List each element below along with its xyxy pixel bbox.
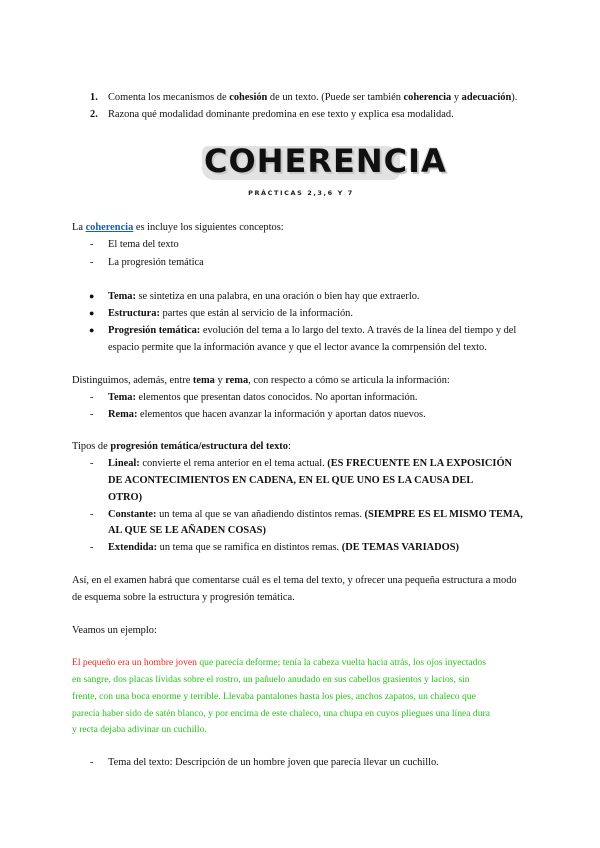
definition-progresion-cont: espacio permite que la información avance y que el lector avance la comrpensión del texto. [108,342,487,353]
concept-item: La progresión temática [108,257,204,268]
exam-note-line-1: Así, en el examen habrá que comentarse cuál es el tema del texto, y ofrecer una pequeña estructura a modo [72,575,517,586]
type-note: DE ACONTECIMIENTOS EN CADENA, EN EL QUE UNO ES LA CAUSA DEL [108,475,474,486]
bullet-icon: ● [89,291,95,301]
tema-term: Tema: [108,392,136,403]
definition-term: Estructura: [108,308,160,319]
types-heading-post: : [287,441,291,452]
question-1-and: y [451,92,462,103]
question-1-bold-coherencia: coherencia [403,92,452,103]
dash-marker: - [90,392,94,403]
example-line-3: frente, con una boca enorme y terrible. Llevaba pantalones hasta los pies, anchos zapatos, un chaleco que [72,691,476,702]
type-note: (ES FRECUENTE EN LA EXPOSICIÓN [327,458,513,469]
definition-text: partes que están al servicio de la información. [159,308,353,319]
exam-note-line-2: de esquema sobre la estructura y progresión temática. [72,592,295,603]
dash-marker: - [90,239,94,250]
question-1-text-mid: de un texto. (Puede ser también [267,92,404,103]
question-1-bold-adecuacion: adecuación [461,92,512,103]
types-heading-pre: Tipos de [72,441,111,452]
dash-marker: - [90,509,94,520]
type-term: Constante: [108,509,157,520]
theme-line: Tema del texto: Descripción de un hombre joven que parecía llevar un cuchillo. [108,757,439,768]
type-note: (DE TEMAS VARIADOS) [341,542,459,553]
example-intro: Veamos un ejemplo: [72,625,157,636]
coherencia-banner [196,140,447,200]
definition-estructura [108,307,353,320]
rema-term: Rema: [108,409,138,420]
type-text: un tema que se ramifica en distintos remas. [157,542,342,553]
definition-tema [108,290,420,303]
tema-item [108,391,418,404]
tema-text: elementos que presentan datos conocidos. No aportan información. [135,392,418,403]
banner-subtitle: PRÁCTICAS 2,3,6 Y 7 [248,189,354,197]
type-term: Extendida: [108,542,158,553]
distinguish-pre: Distinguimos, además, entre [72,375,193,386]
intro-pre: La [72,222,86,233]
bullet-icon: ● [89,325,95,335]
definition-term: Progresión temática: [108,325,201,336]
banner-title: COHERENCIA [204,142,447,180]
example-line-5: y recta dejaba adivinar un cuchillo. [72,724,207,735]
intro-line [72,221,284,234]
type-note: (SIEMPRE ES EL MISMO TEMA, [364,509,523,520]
question-1-number: 1. [90,92,98,103]
distinguish-line [72,374,450,387]
distinguish-tema: tema [192,375,215,386]
type-term: Lineal: [108,458,140,469]
example-predicate: que parecía deforme; tenía la cabeza vuelta hacia atrás, los ojos inyectados [196,657,486,668]
type-note: AL QUE SE LE AÑADEN COSAS) [108,525,266,536]
definition-term: Tema: [108,291,136,302]
example-line-1 [72,656,486,669]
dash-marker: - [90,257,94,268]
definition-text: evolución del tema a lo largo del texto. A través de la línea del tiempo y del [200,325,517,336]
types-heading-bold: progresión temática/estructura del texto [110,441,288,452]
example-line-2: en sangre, dos placas lívidas sobre el rostro, un pañuelo anudado en sus cabellos grasientos y lacios, sin [72,674,470,685]
dash-marker: - [90,542,94,553]
question-2-number: 2. [90,109,98,120]
intro-post: es incluye los siguientes conceptos: [133,222,284,233]
question-1-bold-cohesion: cohesión [229,92,268,103]
dash-marker: - [90,409,94,420]
rema-text: elementos que hacen avanzar la información y aportan datos nuevos. [137,409,426,420]
distinguish-post: , con respecto a cómo se articula la información: [248,375,450,386]
type-note: OTRO) [108,492,143,503]
concept-item: El tema del texto [108,239,179,250]
type-extendida [108,541,459,554]
example-line-4: parecía haber sido de satén blanco, y por encima de este chaleco, una chupa en cuyos pliegues una línea dura [72,708,490,719]
type-lineal [108,457,512,470]
dash-marker: - [90,757,94,768]
distinguish-and: y [214,375,226,386]
type-constante [108,508,523,521]
types-heading [72,440,291,453]
dash-marker: - [90,458,94,469]
definition-progresion [108,324,516,337]
coherencia-link[interactable]: coherencia [85,222,134,233]
definition-text: se sintetiza en una palabra, en una oración o bien hay que extraerlo. [135,291,420,302]
question-1 [108,91,517,104]
question-1-text: Comenta los mecanismos de [108,92,230,103]
example-subject: El pequeño era un hombre joven [72,657,197,668]
type-lineal-note-3 [108,491,142,504]
type-lineal-note-2 [108,474,473,487]
bullet-icon: ● [89,308,95,318]
type-constante-note-2 [108,524,266,537]
distinguish-rema: rema [225,375,249,386]
question-2: Razona qué modalidad dominante predomina en ese texto y explica esa modalidad. [108,109,454,120]
rema-item [108,408,426,421]
type-text: convierte el rema anterior en el tema actual. [139,458,328,469]
question-1-end: ). [511,92,518,103]
type-text: un tema al que se van añadiendo distintos remas. [156,509,365,520]
